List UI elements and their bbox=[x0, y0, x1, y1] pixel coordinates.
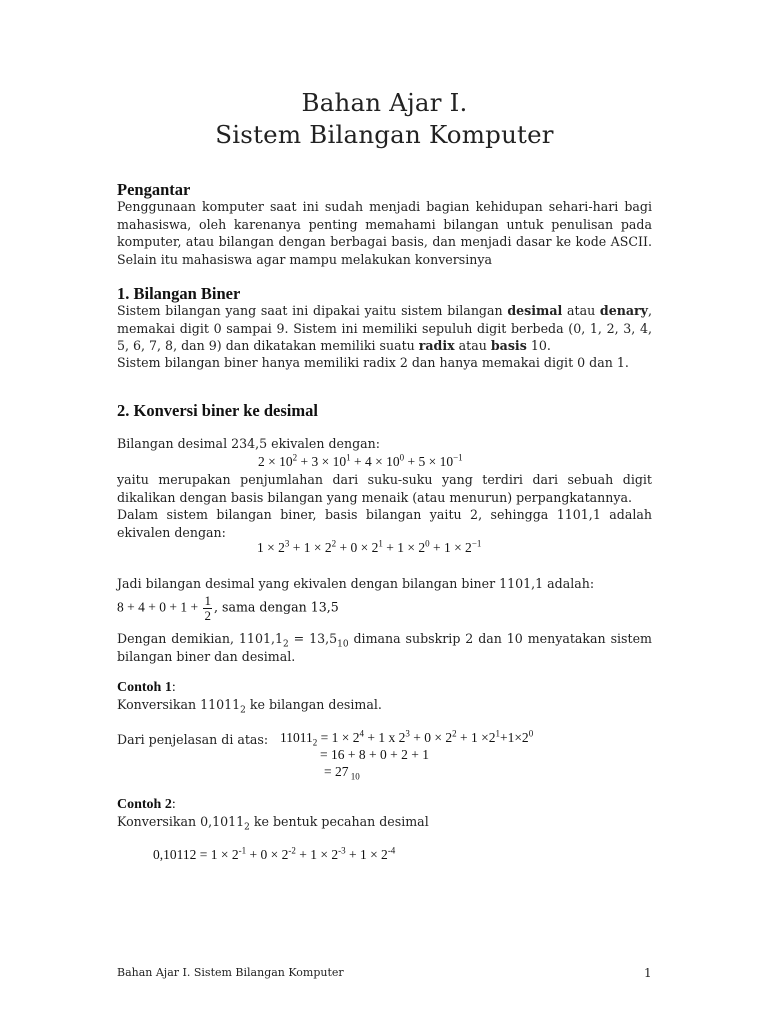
equation-contoh1-result: = 27 $_{10}$ bbox=[324, 764, 360, 782]
paragraph-dengan-demikian: Dengan demikian, $1101,1_2 = 13,5_{10}$ dimana subskrip 2 dan 10 menyatakan sistem bilangan biner dan desimal. bbox=[117, 631, 652, 664]
text-contoh1-task: Konversikan $11011_2$ ke bilangan desimal. bbox=[117, 697, 382, 716]
paragraph-sistem-biner: Dalam sistem bilangan biner, basis bilangan yaitu 2, sehingga 1101,1 adalah ekivalen dengan: bbox=[117, 507, 652, 540]
footer-title: Bahan Ajar I. Sistem Bilangan Komputer bbox=[117, 966, 344, 979]
text-bilangan-desimal-intro: Bilangan desimal 234,5 ekivalen dengan: bbox=[117, 436, 381, 451]
heading-konversi-biner: 2. Konversi biner ke desimal bbox=[117, 401, 318, 420]
document-title-line2: Sistem Bilangan Komputer bbox=[215, 120, 554, 149]
document-title-line1: Bahan Ajar I. bbox=[301, 88, 468, 117]
label-contoh-2: Contoh 2: bbox=[117, 797, 176, 812]
equation-decimal-expansion: $2 \times 10^2 + 3 \times 10^1 + 4 \times 10^0 + 5 \times 10^{-1}$ bbox=[258, 452, 463, 469]
paragraph-penjumlahan: yaitu merupakan penjumlahan dari suku-suku yang terdiri dari sebuah digit dikalikan dengan basis bilangan yang menaik (atau menurun) perpangkatannya. bbox=[117, 472, 652, 505]
text-dari-penjelasan: Dari penjelasan di atas: bbox=[117, 732, 269, 747]
label-contoh-1: Contoh 1: bbox=[117, 680, 176, 695]
text-contoh2-task: Konversikan $0,1011_2$ ke bentuk pecahan desimal bbox=[117, 814, 429, 833]
paragraph-bilangan-biner: Sistem bilangan yang saat ini dipakai yaitu sistem bilangan desimal atau denary, memakai digit 0 sampai 9. Sistem ini memiliki sepuluh digit berbeda (0, 1, 2, 3, 4, 5, 6, 7, 8, dan 9) dan dikatakan memiliki suatu radix atau basis 10. bbox=[117, 303, 653, 353]
equation-contoh1-line2: = 16 + 8 + 0 + 2 + 1 bbox=[320, 747, 429, 762]
equation-contoh1-line1: $11011_2 = 1 \times 2^4 + 1$ x $2^3 + 0 \times 2^2 + 1 \times 2^1+1\times 2^0$ bbox=[280, 728, 534, 748]
equation-sum-fraction: 8 + 4 + 0 + 1 + $\frac{1}{2}$ , sama dengan 13,5 bbox=[117, 593, 339, 623]
text-jadi-bilangan: Jadi bilangan desimal yang ekivalen dengan bilangan biner 1101,1 adalah: bbox=[117, 576, 595, 591]
heading-bilangan-biner: 1. Bilangan Biner bbox=[117, 284, 241, 303]
equation-contoh2: $0,10112 = 1 \times 2^{-1} + 0 \times 2^{-2} + 1 \times 2^{-3} + 1 \times 2^{-4}$ bbox=[153, 845, 396, 862]
fraction: $\frac{1}{2}$ bbox=[204, 593, 211, 623]
heading-pengantar: Pengantar bbox=[117, 180, 191, 199]
equation-binary-expansion: $1 \times 2^3 + 1 \times 2^2 + 0 \times 2^1 + 1 \times 2^0 + 1 \times 2^{-1}$ bbox=[257, 538, 482, 555]
page-number: 1 bbox=[644, 966, 652, 980]
paragraph-pengantar: Penggunaan komputer saat ini sudah menjadi bagian kehidupan sehari-hari bagi mahasiswa, oleh karenanya penting memahami bilangan untuk penulisan pada komputer, atau bilangan dengan berbagai basis, dan menjadi dasar ke kode ASCII. Selain itu mahasiswa agar mampu melakukan konversinya bbox=[117, 199, 652, 267]
paragraph-radix-2: Sistem bilangan biner hanya memiliki radix 2 dan hanya memakai digit 0 dan 1. bbox=[117, 355, 629, 370]
